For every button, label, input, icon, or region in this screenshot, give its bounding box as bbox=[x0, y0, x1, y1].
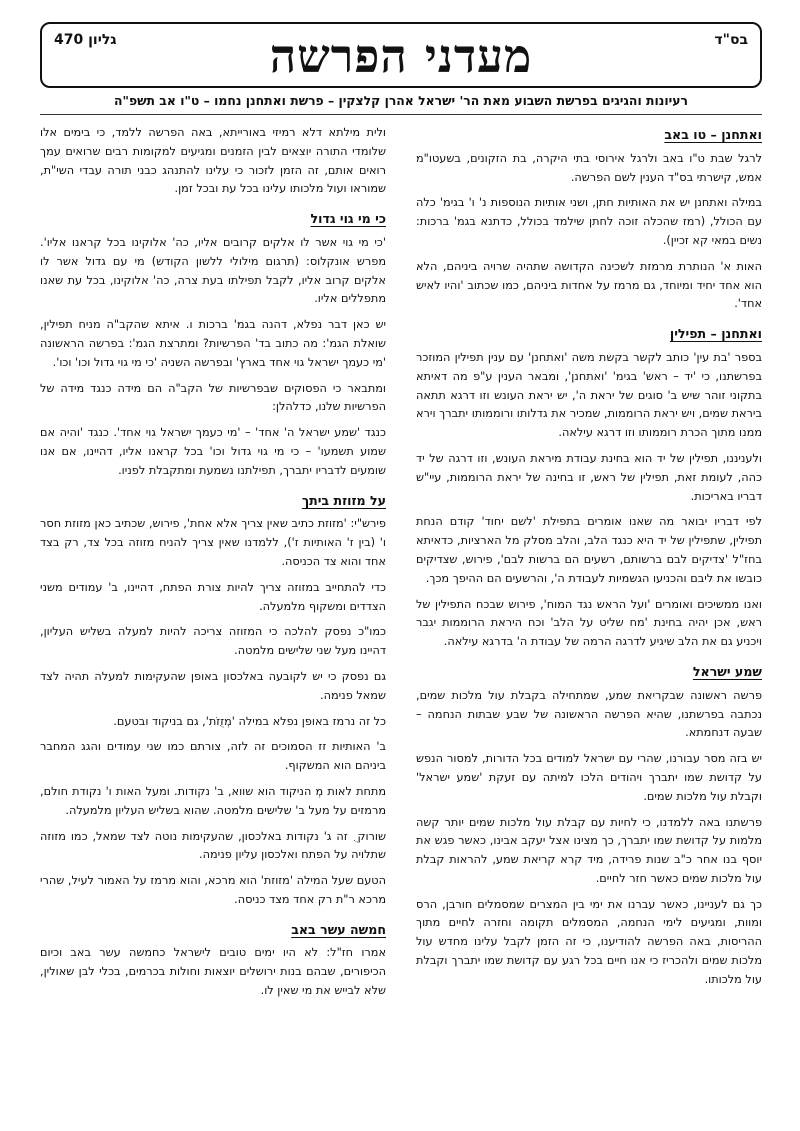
section-title: חמשה עשר באב bbox=[291, 921, 386, 937]
paragraph: כל זה נרמז באופן נפלא במילה 'מְזֻזֹת', גם בניקוד ובטעם. bbox=[113, 714, 386, 728]
paragraph: שורוק ֻ זה ג' נקודות באלכסון, שהעקימות נוטה לצד שמאל, כמו מזוזה שתלויה על הפתח ואלכסון עליון פנימה. bbox=[40, 829, 386, 862]
header-divider bbox=[40, 114, 762, 115]
paragraph: יש כאן דבר נפלא, דהנה בגמ' ברכות ו. איתא שהקב"ה מניח תפילין, שואלת הגמ': מה כתוב בד' הפרשיות? ומתרצת הגמ': בפרשה הראשונה 'מי כעמך ישראל גוי אחד בארץ' ובפרשה השניה 'כי מי גוי גדול וכו' וכו'. bbox=[40, 318, 386, 369]
section-title: ואתחנן – טו באב bbox=[664, 127, 762, 142]
issue-number: גליון 470 bbox=[54, 32, 117, 48]
section-title: שמע ישראל bbox=[692, 663, 762, 679]
subtitle: רעיונות והגיגים בפרשת השבוע מאת הר' ישראל אהרן קלצקין – פרשת ואתחנן נחמו – ט"ו אב תשפ"ה bbox=[114, 93, 688, 108]
paragraph: ב' האותיות זז הסמוכים זה לזה, צורתם כמו שני עמודים והגג המחבר ביניהם הוא המשקוף. bbox=[40, 740, 386, 773]
paragraph: פרשתנו באה ללמדנו, כי לחיות עם קבלת עול מלכות שמים יותר קשה מלמות על קדושת שמו יתברך, כך מצינו אצל יעקב אבינו, כאשר פגש את יוסף בנו אחר כ"ב שנות פרידה, מיד קרא קריאת שמע, להראות קבלת עול מלכות שמים כאשר חזר לחיים. bbox=[416, 815, 762, 885]
paragraph: ומתבאר כי הפסוקים שבפרשיות של הקב"ה הם מידה כנגד מידה של הפרשיות שלנו, כדלהלן: bbox=[40, 381, 386, 414]
paragraph: הטעם שעל המילה 'מזוזת' הוא מרכא, והוא מרמז על האמור לעיל, שהרי מרכא ר"ת רק אחד מצד כניסה. bbox=[40, 874, 386, 906]
paragraph: ולית מילתא דלא רמיזי באורייתא, באה הפרשה ללמד, כי בימים אלו שלומדי התורה יוצאים לבין הזמנים ומגיעים למקומות רבים שרואים עמך רואים אותם, זה הזמן לזכור כי עלינו להתנהג כבני תורה עבדי השי"ת, שמוראו ועול מלכותו עלינו בכל עת ובכל זמן. bbox=[40, 126, 386, 196]
paragraph: כך גם לעניינו, כאשר עברנו את ימי בין המצרים שמסמלים חורבן, הרס ומוות, ומגיעים לימי הנחמה, המסמלים תקומה וחזרה לחיים מתוך ההריסות, באה הפרשה להודיענו, כי זה הזמן לקבל עלינו מחדש עול מלכות שמים ולהכריז כי אנו חיים בכל רגע עם קדושת שמו יתברך וקבלת עול מלכותו. bbox=[416, 897, 762, 986]
paragraph: גם נפסק כי יש לקובעה באלכסון באופן שהעקימות למעלה תהיה לצד שמאל פנימה. bbox=[40, 669, 386, 702]
page-title: מעדני הפרשה bbox=[269, 29, 533, 83]
paragraph: יש בזה מסר עבורנו, שהרי עם ישראל למודים בכל הדורות, למסור הנפש על קדושת שמו יתברך ויהודים הלכו למיתה עם זעקת 'שמע ישראל' וקבלת עול מלכות שמים. bbox=[416, 752, 762, 803]
paragraph: כמו"כ נפסק להלכה כי המזוזה צריכה להיות למעלה בשליש העליון, דהיינו מעל שני שלישים מלמטה. bbox=[40, 625, 386, 658]
masthead-frame bbox=[40, 22, 762, 88]
paragraph: בספר 'בת עין' כותב לקשר בקשת משה 'ואתחנן' עם ענין תפילין המוזכר בפרשתנו, כי 'יד – ראש' בגימ' 'ואתחנן', ומבאר הענין ע"פ מה דאיתא בתקוני זוהר שיש ב' סוגים של יראת ה', יש יראת העונש וזו דרגא תתאה ביראת שמים, ויש יראת הרוממות, שמכיר את גדלותו ורוממותו יתברך וירא ממנו מתוך הכרת רוממותו וזו דרגא עילאה. bbox=[416, 350, 762, 440]
paragraph: במילה ואתחנן יש את האותיות חתן, ושני אותיות הנוספות נ' ו' בגימ' כלה עם הכולל, (רמז שהכלה זוכה לחתן שילמד בכולל, כדתנא בגמ' ברכות: נשים במאי קא זכיין). bbox=[416, 196, 762, 247]
paragraph: האות א' הנותרת מרמזת לשכינה הקדושה שתהיה שרויה ביניהם, הלא הוא אחד יחיד ומיוחד, גם מרמז על אחדות ביניהם, כמו שכתוב 'והיו לאיש אחד'. bbox=[416, 259, 762, 311]
paragraph: לפי דבריו יבואר מה שאנו אומרים בתפילת 'לשם יחוד' קודם הנחת תפילין, שתפילין של יד היא כנגד הלב, והלב מסלק מל הארציות, כדאיתא בחז"ל 'צדיקים לבם ברשותם, רשעים הם ברשות לבם', פירוש, שצדיקים כובשו את ליבם והכניעו הגשמיות לעבודת ה', והרשעים הם ההיפך מכך. bbox=[416, 515, 762, 585]
paragraph: כדי להתחייב במזוזה צריך להיות צורת הפתח, דהיינו, ב' עמודים משני הצדדים ומשקוף מלמעלה. bbox=[40, 580, 386, 613]
paragraph: אמרו חז"ל: לא היו ימים טובים לישראל כחמשה עשר באב וכיום הכיפורים, שבהם בנות ירושלים יוצאות וחולות בכרמים, בכלי לבן שאולין, שלא לבייש את מי שאין לו. bbox=[40, 946, 386, 998]
paragraph: 'כי מי גוי אשר לו אלקים קרובים אליו, כה' אלוקינו בכל קראנו אליו'. מפרש אונקלוס: (תרגום מילולי ללשון הקודש) מי עם גדול אשר לו אלקים קרוב אליו, לקבל תפילתו בעת צרה, כה' אלוקינו, בכל עת שאנו מתפללים אליו. bbox=[40, 235, 386, 306]
paragraph: פרשה ראשונה שבקריאת שמע, שמתחילה בקבלת עול מלכות שמים, נכתבה בפרשתנו, שהיא הפרשה הראשונה של שבע שבתות הנחמה – שבעה דנחמתא. bbox=[416, 688, 762, 740]
section-title: כי מי גוי גדול bbox=[310, 211, 386, 227]
paragraph: ואנו ממשיכים ואומרים 'ועל הראש נגד המוח', פירוש שבכח התפילין של ראש, אכן יהיה בחינת 'מח שליט על הלב' וכח היראת הרוממות יגבר ויכניע גם את הלב שיגיע לדרגה הרמה של עבודת ה' בדרגא עילאה. bbox=[416, 597, 762, 649]
paragraph: ולעניננו, תפילין של יד הוא בחינת עבודת מיראת העונש, וזו דרגה של יד כהה, לעומת זאת, תפילין של ראש, זו בחינה של יראת הרוממות, עיי"ש דבריו באריכות. bbox=[416, 451, 762, 503]
paragraph: לרגל שבת ט"ו באב ולרגל אירוסי בתי היקרה, בת הזקונים, בשעטו"מ אמש, קישרתי בס"ד הענין לשם הפרשה. bbox=[416, 151, 762, 184]
paragraph: פירש"י: 'מזוזת כתיב שאין צריך אלא אחת', פירוש, שכתיב כאן מזוזת חסר ו' (בין ז' האותיות ז'), ללמדנו שאין צריך להניח מזוזה בכל צד, רק בצד אחד והוא צד הכניסה. bbox=[40, 517, 386, 568]
article-columns bbox=[40, 124, 762, 1119]
section-title: ואתחנן – תפילין bbox=[669, 326, 762, 342]
bsd-label: בס"ד bbox=[714, 32, 748, 48]
right-column bbox=[416, 124, 762, 1119]
left-column bbox=[40, 124, 386, 1119]
section-title: על מזוזת ביתך bbox=[301, 492, 386, 508]
paragraph: מתחת לאות מְ הניקוד הוא שווא, ב' נקודות. ומעל האות ו' נקודת חולם, מרמזים על מעל ב' שלישים מלמטה. שהוא בשליש העליון מלמעלה. bbox=[40, 784, 386, 817]
paragraph: כנגד 'שמע ישראל ה' אחד' – 'מי כעמך ישראל גוי אחד'. כנגד 'והיה אם שמוע תשמעו' – כי מי גוי גדול וכו' בכל קראנו אליו, דהיינו, אם אנו שומעים לדבריו יתברך, תפילתנו נשמעת ומתקבלת לפניו. bbox=[40, 426, 386, 477]
